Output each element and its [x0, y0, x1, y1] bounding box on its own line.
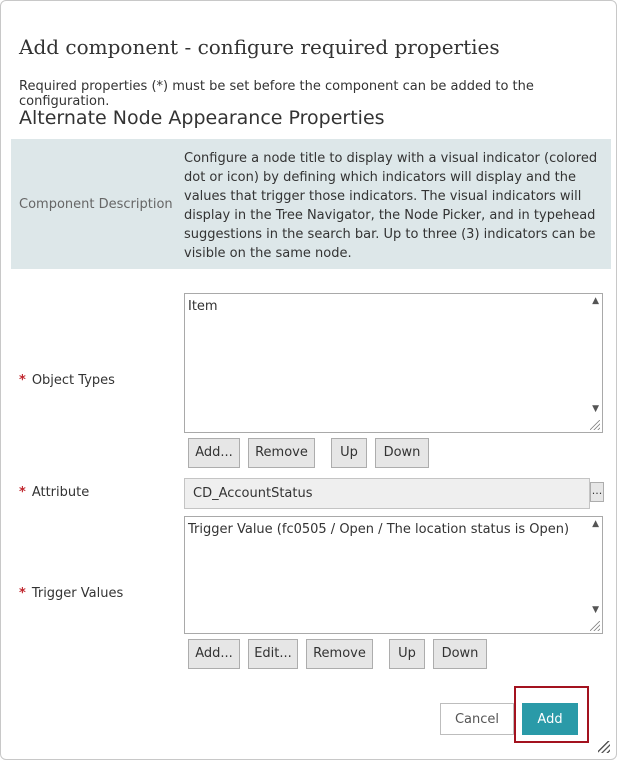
section-title: Alternate Node Appearance Properties — [19, 107, 385, 129]
object-types-down-button[interactable]: Down — [375, 438, 429, 468]
trigger-values-down-button[interactable]: Down — [433, 639, 487, 669]
trigger-values-up-button[interactable]: Up — [389, 639, 425, 669]
scrollbar[interactable] — [586, 294, 602, 432]
trigger-values-remove-button[interactable]: Remove — [306, 639, 373, 669]
scroll-up-icon[interactable]: ▲ — [592, 519, 599, 529]
object-types-label — [19, 373, 115, 388]
scroll-down-icon[interactable]: ▼ — [592, 404, 599, 414]
object-types-listbox[interactable] — [184, 293, 603, 433]
cancel-button[interactable]: Cancel — [440, 703, 514, 735]
object-types-remove-button[interactable]: Remove — [248, 438, 315, 468]
component-description-label: Component Description — [19, 197, 173, 212]
object-types-add-button[interactable]: Add... — [188, 438, 240, 468]
trigger-values-edit-button[interactable]: Edit... — [248, 639, 298, 669]
dialog-title: Add component - configure required properties — [19, 35, 500, 59]
dialog-resize-icon[interactable] — [598, 741, 610, 753]
resize-grip-icon[interactable] — [590, 621, 600, 631]
component-description-panel — [11, 139, 611, 269]
scroll-up-icon[interactable]: ▲ — [592, 296, 599, 306]
attribute-label-text: Attribute — [31, 485, 90, 500]
trigger-values-add-button[interactable]: Add... — [188, 639, 240, 669]
list-item[interactable]: Trigger Value (fc0505 / Open / The location status is Open) — [188, 522, 570, 537]
attribute-browse-button[interactable]: ... — [590, 482, 604, 502]
trigger-values-label-text: Trigger Values — [31, 586, 124, 601]
resize-grip-icon[interactable] — [590, 420, 600, 430]
attribute-field[interactable]: CD_AccountStatus — [184, 478, 590, 509]
attribute-label — [19, 485, 89, 500]
required-marker: * — [19, 373, 26, 388]
required-note: Required properties (*) must be set before the component can be added to the configuration. — [19, 79, 534, 109]
trigger-values-label — [19, 586, 123, 601]
trigger-values-listbox[interactable] — [184, 516, 603, 634]
required-marker: * — [19, 485, 26, 500]
scroll-down-icon[interactable]: ▼ — [592, 605, 599, 615]
required-marker: * — [19, 586, 26, 601]
list-item[interactable]: Item — [188, 299, 218, 314]
object-types-up-button[interactable]: Up — [331, 438, 367, 468]
add-button[interactable]: Add — [522, 703, 578, 735]
object-types-label-text: Object Types — [31, 373, 115, 388]
scrollbar[interactable] — [586, 517, 602, 633]
component-description-text: Configure a node title to display with a visual indicator (colored dot or icon) by defining which indicators will display and the values that trigger those indicators. The visual indicators will display in the Tree Navigator, the Node Picker, and in typehead suggestions in the search bar. Up to three (3) indicators can be visible on the same node. — [184, 151, 598, 261]
